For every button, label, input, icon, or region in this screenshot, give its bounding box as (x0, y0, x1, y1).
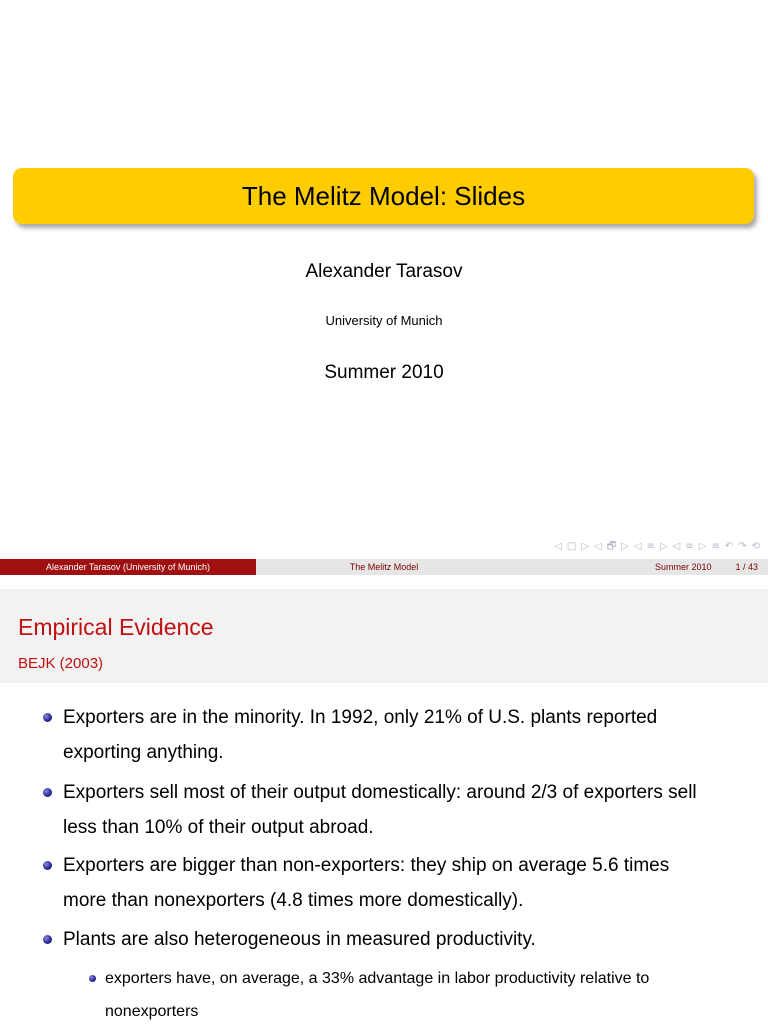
bullet-line: Exporters are bigger than non-exporters: they ship on average 5.6 times (63, 855, 670, 876)
bullet-line: Exporters are in the minority. In 1992, only 21% of U.S. plants reported (63, 707, 658, 728)
sub-bullet-line: exporters have, on average, a 33% advantage in labor productivity relative to (105, 970, 650, 987)
title-box (13, 168, 754, 224)
list-item (63, 922, 753, 957)
footline-page-number: 1 / 43 (735, 562, 758, 572)
bullet-line: Plants are also heterogeneous in measured productivity. (63, 929, 536, 950)
institute-name: University of Munich (325, 313, 443, 328)
bullet-line: exporting anything. (63, 742, 224, 763)
nav-next-slide-icon[interactable]: ▷ (581, 541, 590, 552)
sub-list-item (105, 962, 755, 1024)
content-slide (0, 589, 768, 1024)
frame-subtitle: BEJK (2003) (18, 655, 104, 672)
bullet-line: more than nonexporters (4.8 times more domestically). (63, 890, 524, 911)
sub-bullet-icon (89, 975, 96, 982)
bullet-icon (43, 713, 52, 722)
nav-document-icon[interactable]: ≡ (711, 541, 720, 552)
nav-prev-section-icon[interactable]: ◁ (672, 541, 681, 552)
nav-search-icon[interactable]: ⟲ (751, 541, 760, 552)
footline-title: The Melitz Model (256, 559, 512, 575)
nav-section-icon[interactable]: ≡ (685, 541, 694, 552)
nav-slide-icon[interactable]: □ (566, 541, 577, 552)
bullet-icon (43, 861, 52, 870)
presentation-date: Summer 2010 (324, 362, 444, 383)
nav-back-icon[interactable]: ↶ (724, 541, 734, 552)
nav-next-section-icon[interactable]: ▷ (698, 541, 707, 552)
nav-prev-subsection-icon[interactable]: ◁ (633, 541, 642, 552)
frame-header (0, 589, 768, 683)
footline-right (512, 559, 768, 575)
presentation-title: The Melitz Model: Slides (241, 180, 526, 211)
footline-author: Alexander Tarasov (University of Munich) (0, 559, 256, 575)
nav-next-frame-icon[interactable]: ▷ (621, 541, 629, 552)
bullet-icon (43, 935, 52, 944)
bullet-line: Exporters sell most of their output domestically: around 2/3 of exporters sell (63, 782, 697, 803)
bullet-line: less than 10% of their output abroad. (63, 817, 374, 838)
nav-next-subsection-icon[interactable]: ▷ (659, 541, 668, 552)
list-item (63, 775, 753, 845)
nav-forward-icon[interactable]: ↷ (738, 541, 747, 552)
nav-subsection-icon[interactable]: ≡ (646, 541, 655, 552)
footline-date: Summer 2010 (654, 562, 712, 572)
navigation-symbols (554, 540, 760, 554)
author-name: Alexander Tarasov (305, 261, 463, 282)
nav-prev-slide-icon[interactable]: ◁ (554, 541, 562, 552)
frame-title: Empirical Evidence (18, 614, 214, 640)
bullet-icon (43, 788, 52, 797)
nav-frame-icon[interactable]: 🗗 (606, 541, 617, 552)
slide-separator (0, 577, 768, 589)
footline (0, 559, 768, 575)
nav-prev-frame-icon[interactable]: ◁ (594, 541, 602, 552)
list-item (63, 700, 753, 770)
sub-bullet-line: nonexporters (105, 1003, 199, 1020)
list-item (63, 848, 753, 918)
